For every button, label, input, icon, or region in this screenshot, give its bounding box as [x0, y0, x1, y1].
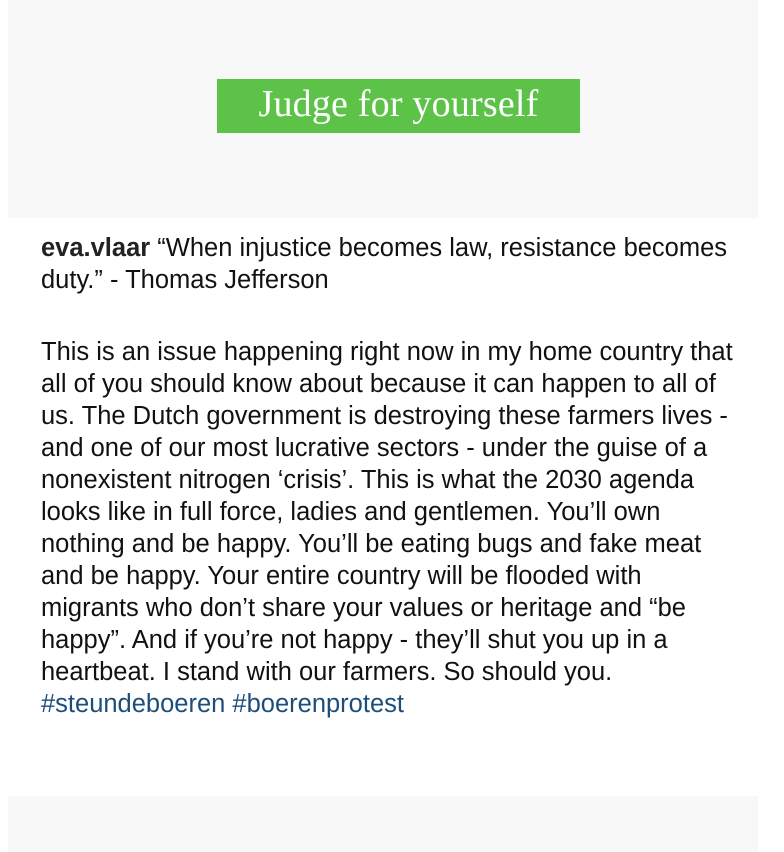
- hashtag-link[interactable]: #boerenprotest: [232, 690, 404, 718]
- caption-text: This is an issue happening right now in my home country that all of you should know about because it can happen to all of us. The Dutch government is destroying these farmers lives - and one of our most lucrative sectors - under the guise of a nonexistent nitrogen ‘crisis’. This is what the 2030 agenda looks like in full force, ladies and gentlemen. You’ll own nothing and be happy. You’ll be eating bugs and fake meat and be happy. Your entire country will be flooded with migrants who don’t share your values or heritage and “be happy”. And if you’re not happy - they’ll shut you up in a heartbeat. I stand with our farmers. So should you.: [41, 338, 733, 686]
- title-banner: [217, 79, 580, 133]
- post-caption: [41, 232, 736, 720]
- next-post-preview: [8, 796, 758, 852]
- caption-body: [41, 336, 736, 720]
- post-image[interactable]: [8, 0, 758, 218]
- hashtag-link[interactable]: #steundeboeren: [41, 690, 226, 718]
- caption-header: [41, 232, 736, 296]
- caption-quote: “When injustice becomes law, resistance becomes duty.” - Thomas Jefferson: [41, 234, 728, 294]
- banner-title: Judge for yourself: [258, 83, 539, 125]
- username-link[interactable]: eva.vlaar: [41, 234, 151, 262]
